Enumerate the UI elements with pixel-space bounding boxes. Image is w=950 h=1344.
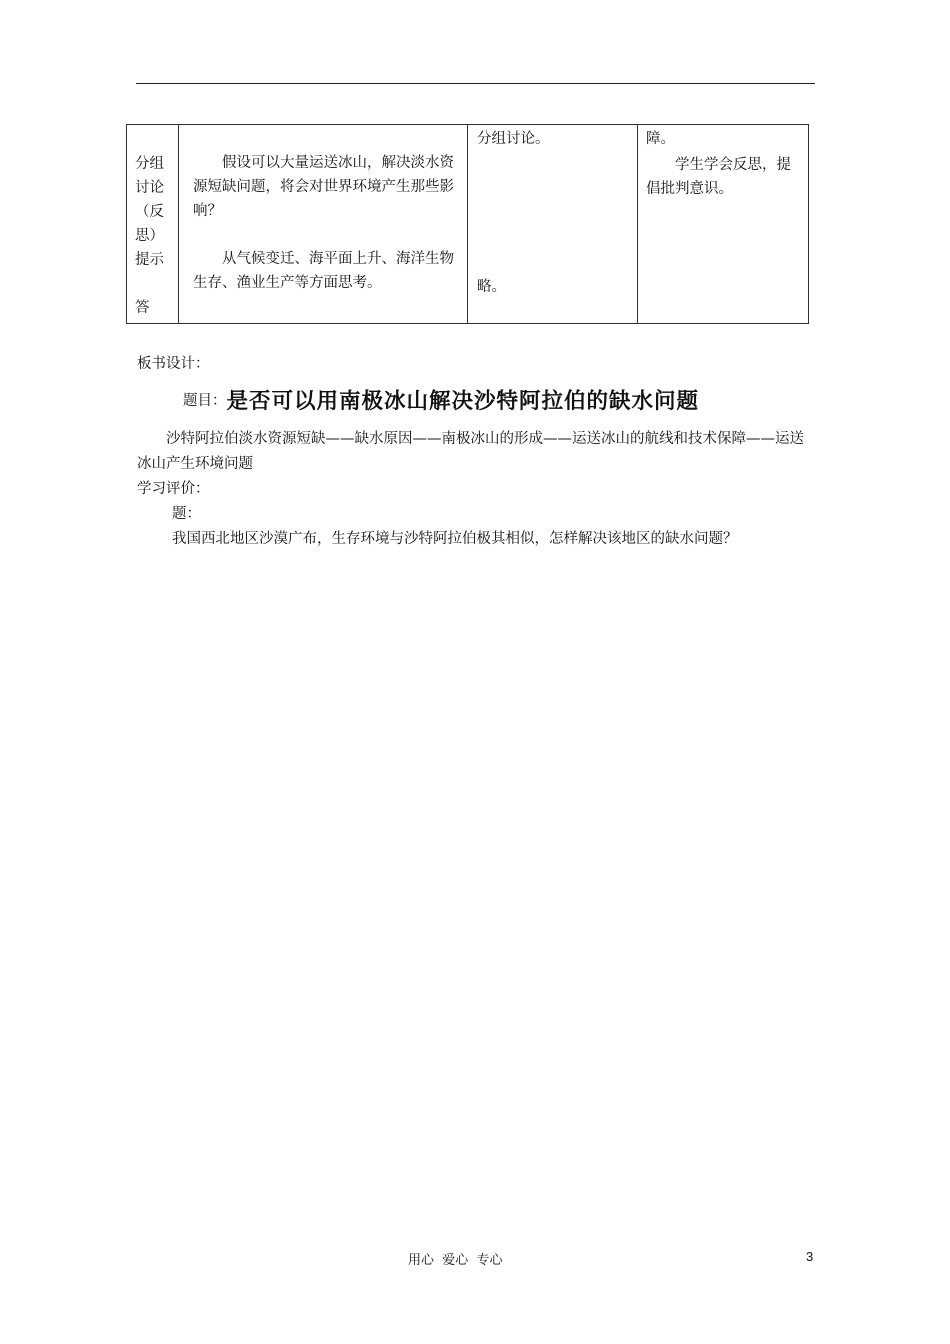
stage-label-line: 提示 bbox=[135, 252, 164, 268]
stage-cell bbox=[127, 125, 179, 324]
table-row bbox=[127, 125, 809, 324]
footer-motto: 用心 爱心 专心 bbox=[408, 1253, 503, 1268]
question-label: 题： bbox=[172, 506, 201, 522]
intent-cell bbox=[638, 125, 809, 324]
activity-cell bbox=[468, 125, 638, 324]
intent-goal: 学生学会反思，提倡批判意识。 bbox=[646, 157, 791, 197]
stage-label-line: 讨论 bbox=[135, 180, 164, 196]
evaluation-label: 学习评价： bbox=[137, 481, 210, 497]
content-cell bbox=[179, 125, 468, 324]
intent-continuation: 障。 bbox=[646, 131, 675, 147]
board-title-prefix: 题目： bbox=[183, 393, 227, 409]
board-flow-text: 沙特阿拉伯淡水资源短缺——缺水原因——南极冰山的形成——运送冰山的航线和技术保障——运送冰山产生环境问题 bbox=[137, 431, 804, 472]
evaluation-question: 我国西北地区沙漠广布，生存环境与沙特阿拉伯极其相似，怎样解决该地区的缺水问题？ bbox=[172, 531, 738, 547]
stage-label-line: 分组 bbox=[135, 156, 164, 172]
discussion-question: 假设可以大量运送冰山，解决淡水资源短缺问题，将会对世界环境产生那些影响？ bbox=[193, 155, 454, 219]
board-design-label: 板书设计： bbox=[137, 356, 210, 372]
answer-note: 略。 bbox=[477, 279, 506, 295]
stage-label-line: 思） bbox=[135, 228, 164, 244]
board-title-line bbox=[183, 384, 699, 415]
header-rule bbox=[136, 83, 815, 84]
stage-label-line: （反 bbox=[135, 204, 164, 220]
stage-label-line: 答 bbox=[135, 300, 150, 316]
activity-text: 分组讨论。 bbox=[477, 131, 550, 147]
stage-label-spacer bbox=[135, 272, 178, 296]
board-title: 是否可以用南极冰山解决沙特阿拉伯的缺水问题 bbox=[226, 389, 700, 414]
discussion-hint: 从气候变迁、海平面上升、海洋生物生存、渔业生产等方面思考。 bbox=[193, 251, 454, 291]
page-number: 3 bbox=[806, 1249, 814, 1264]
lesson-table bbox=[126, 124, 809, 324]
